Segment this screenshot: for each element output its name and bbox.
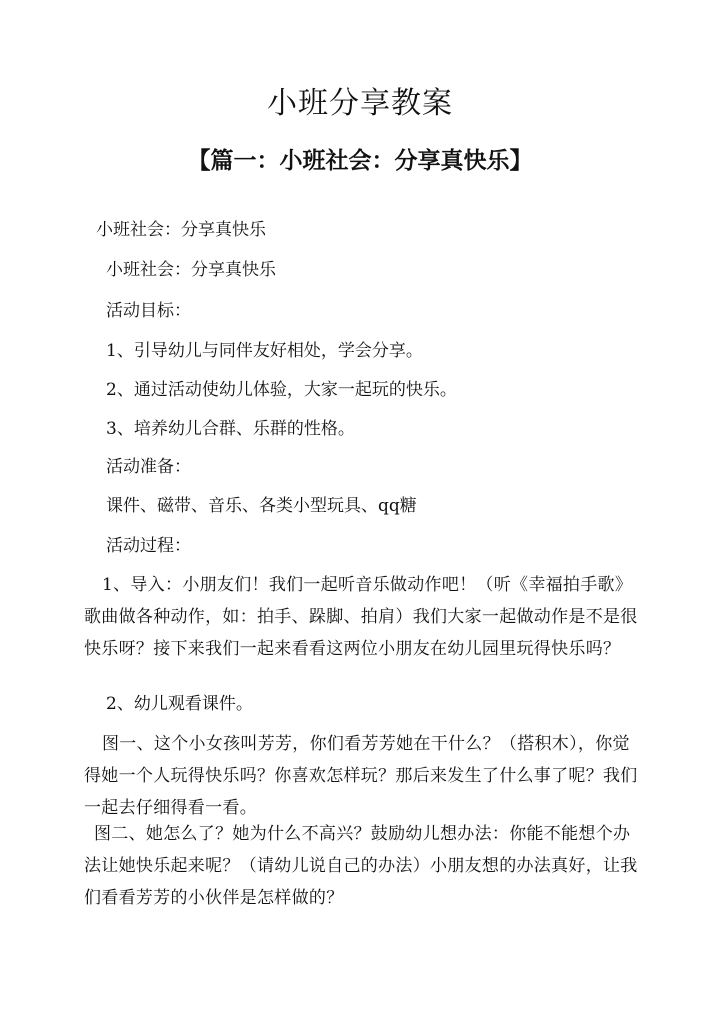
paragraph: 图二、她怎么了？她为什么不高兴？鼓励幼儿想办法：你能不能想个办法让她快乐起来呢？（请幼儿说自己的办法）小朋友想的办法真好，让我们看看芳芳的小伙伴是怎样做的？: [84, 824, 638, 908]
paragraph: 活动目标：: [106, 301, 191, 321]
paragraph: 活动过程：: [106, 536, 191, 556]
list-item: 3、培养幼儿合群、乐群的性格。: [106, 419, 355, 439]
paragraph: 小班社会：分享真快乐: [106, 260, 276, 280]
section-heading: 【篇一：小班社会：分享真快乐】: [187, 147, 533, 174]
list-item: 2、通过活动使幼儿体验，大家一起玩的快乐。: [106, 380, 457, 400]
list-item: 1、引导幼儿与同伴友好相处，学会分享。: [106, 341, 423, 361]
document-title: 小班分享教案: [267, 86, 453, 121]
paragraph: 2、幼儿观看课件。: [106, 694, 253, 714]
paragraph: 课件、磁带、音乐、各类小型玩具、qq糖: [106, 496, 417, 516]
paragraph: 1、导入：小朋友们！我们一起听音乐做动作吧！（听《幸福拍手歌》歌曲做各种动作，如：拍手、跺脚、拍肩）我们大家一起做动作是不是很快乐呀？接下来我们一起来看看这两位小朋友在幼儿园里玩得快乐吗？: [84, 575, 638, 659]
paragraph: 小班社会：分享真快乐: [96, 220, 266, 240]
paragraph: 活动准备：: [106, 457, 191, 477]
paragraph: 图一、这个小女孩叫芳芳，你们看芳芳她在干什么？（搭积木），你觉得她一个人玩得快乐吗？你喜欢怎样玩？那后来发生了什么事了呢？我们一起去仔细得看一看。: [84, 734, 638, 818]
